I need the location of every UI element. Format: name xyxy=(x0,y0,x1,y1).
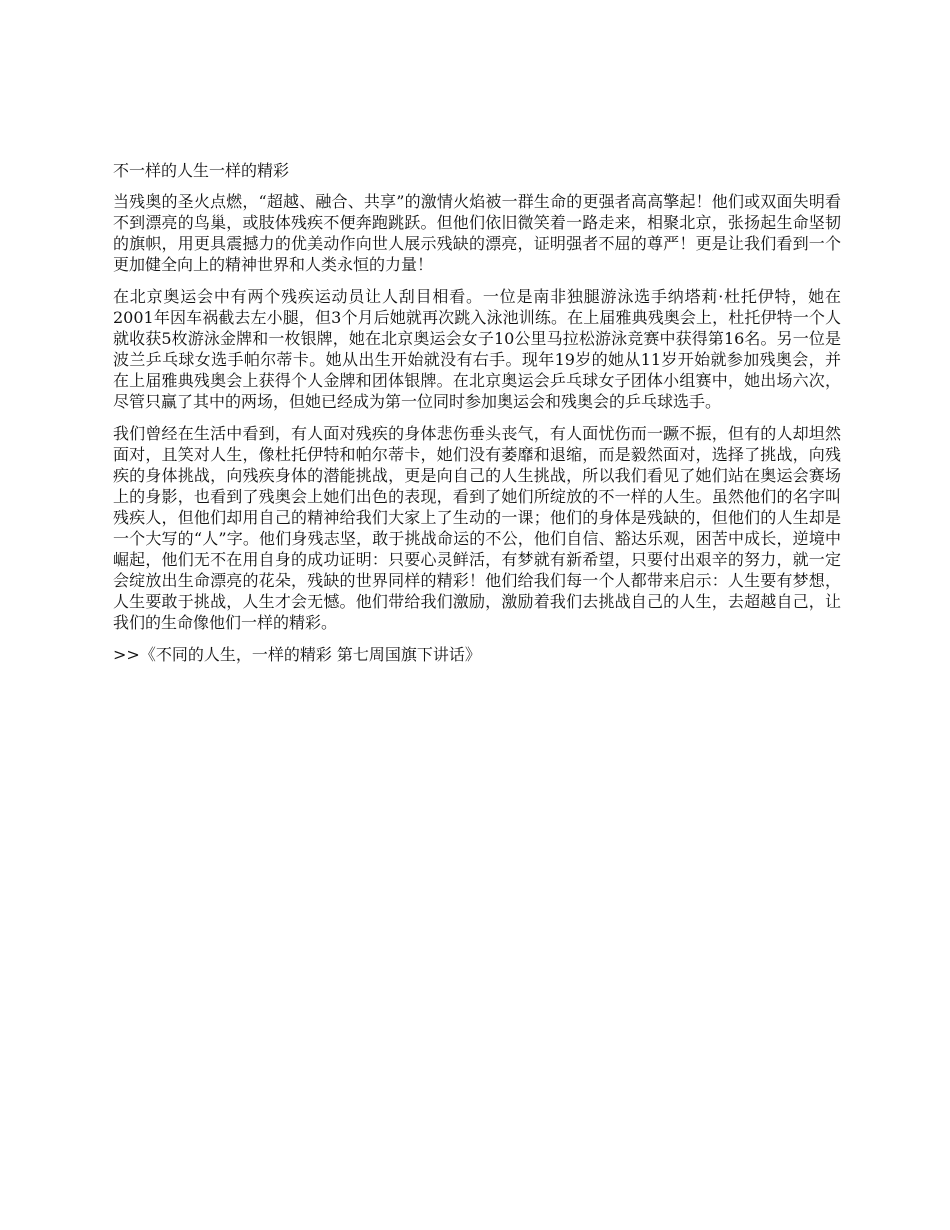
paragraph-reflection: 我们曾经在生活中看到，有人面对残疾的身体悲伤垂头丧气，有人面忧伤而一蹶不振，但有的人却坦然面对，且笑对人生，像杜托伊特和帕尔蒂卡，她们没有萎靡和退缩，而是毅然面对，选择了挑战，向残疾的身体挑战，向残疾身体的潜能挑战，更是向自己的人生挑战，所以我们看见了她们站在奥运会赛场上的身影，也看到了残奥会上她们出色的表现，看到了她们所绽放的不一样的人生。虽然他们的名字叫残疾人，但他们却用自己的精神给我们大家上了生动的一课；他们的身体是残缺的，但他们的人生却是一个大写的“人”字。他们身残志坚，敢于挑战命运的不公，他们自信、豁达乐观，困苦中成长，逆境中崛起，他们无不在用自身的成功证明：只要心灵鲜活，有梦就有新希望，只要付出艰辛的努力，就一定会绽放出生命漂亮的花朵，残缺的世界同样的精彩！他们给我们每一个人都带来启示：人生要有梦想，人生要敢于挑战，人生才会无憾。他们带给我们激励，激励着我们去挑战自己的人生，去超越自己，让我们的生命像他们一样的精彩。 xyxy=(113,424,841,632)
related-article-link[interactable]: >>《不同的人生，一样的精彩 第七周国旗下讲话》 xyxy=(113,645,481,664)
paragraph-intro: 当残奥的圣火点燃，“超越、融合、共享”的激情火焰被一群生命的更强者高高擎起！他们或双面失明看不到漂亮的鸟巢，或肢体残疾不便奔跑跳跃。但他们依旧微笑着一路走来，相聚北京，张扬起生命坚韧的旗帜，用更具震撼力的优美动作向世人展示残缺的漂亮，证明强者不屈的尊严！更是让我们看到一个更加健全向上的精神世界和人类永恒的力量！ xyxy=(113,192,841,274)
paragraph-athletes: 在北京奥运会中有两个残疾运动员让人刮目相看。一位是南非独腿游泳选手纳塔莉·杜托伊特，她在2001年因车祸截去左小腿，但3个月后她就再次跳入泳池训练。在上届雅典残奥会上，杜托伊特一个人就收获5枚游泳金牌和一枚银牌，她在北京奥运会女子10公里马拉松游泳竞赛中获得第16名。另一位是波兰乒乓球女选手帕尔蒂卡。她从出生开始就没有右手。现年19岁的她从11岁开始就参加残奥会，并在上届雅典残奥会上获得个人金牌和团体银牌。在北京奥运会乒乓球女子团体小组赛中，她出场六次，尽管只赢了其中的两场，但她已经成为第一位同时参加奥运会和残奥会的乒乓球选手。 xyxy=(113,287,841,411)
document-title: 不一样的人生一样的精彩 xyxy=(113,161,290,180)
document-page xyxy=(113,160,841,665)
